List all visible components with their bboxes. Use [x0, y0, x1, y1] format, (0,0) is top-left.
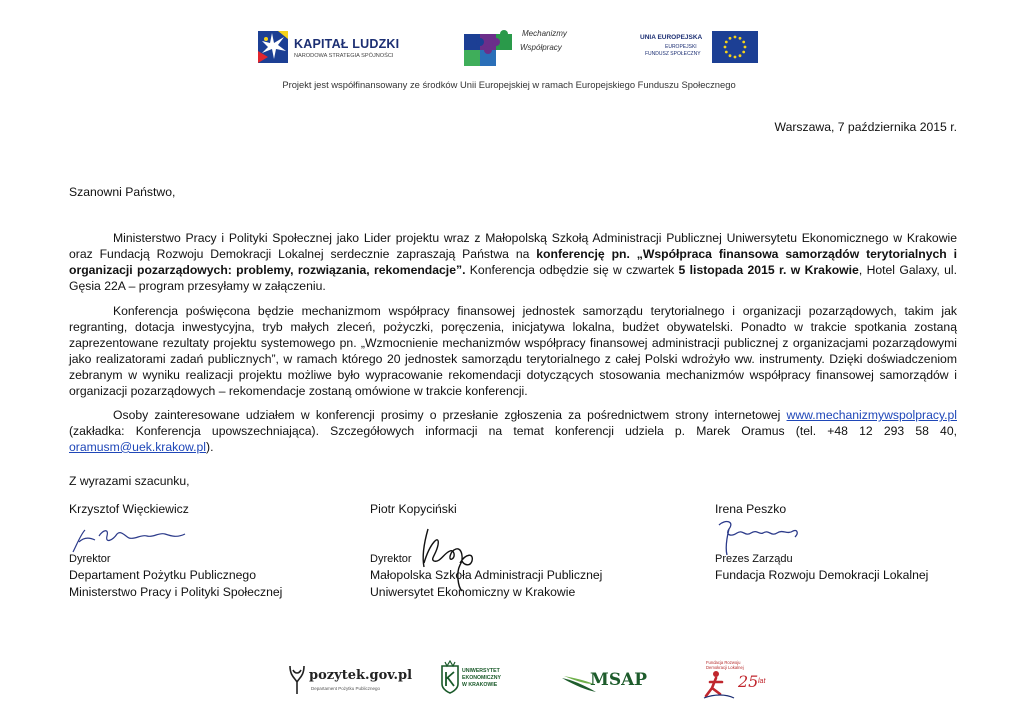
- eu-flag-icon: [712, 31, 758, 63]
- frdl-logo: [700, 660, 775, 700]
- signatory-name: Piotr Kopyciński: [370, 502, 457, 516]
- pozytek-emblem-icon: [287, 662, 307, 696]
- mechanizmy-line2: Współpracy: [520, 43, 562, 52]
- paragraph-invitation: Ministerstwo Pracy i Polityki Społecznej jako Lider projektu wraz z Małopolską Szkołą Administracji Publicznej Uniwersytetu Ekonomicznego w Krakowie oraz Fundacją Rozwoju Demokracji Lokalnej serdecznie zapraszają Państwa na konferencję pn. „Współpraca finansowa samorządów terytorialnych i organizacji pozarządowych: problemy, rozwiązania, rekomendacje”. Konferencja odbędzie się w czwartek 5 listopada 2015 r. w Krakowie, Hotel Galaxy, ul. Gęsia 22A – program przesyłamy w załączeniu.: [69, 231, 958, 293]
- pozytek-text: pozytek.gov.pl: [309, 668, 413, 683]
- signatory-role: Prezes Zarządu: [715, 553, 793, 565]
- pozytek-subtext: Departament Pożytku Publicznego: [311, 686, 381, 691]
- salutation: Szanowni Państwo,: [69, 185, 176, 199]
- signatory-org-line2: Uniwersytet Ekonomiczny w Krakowie: [370, 585, 576, 599]
- ue-fund-line1: EUROPEJSKI: [665, 44, 697, 50]
- frdl-name-line2: Demokracji Lokalnej: [706, 665, 744, 670]
- cofunding-note: Projekt jest współfinansowany ze środków Unii Europejskiej w ramach Europejskiego Funduszu Społecznego: [282, 79, 736, 90]
- signatory-org-line1: Małopolska Szkoła Administracji Publicznej: [370, 568, 603, 582]
- ue-title: UNIA EUROPEJSKA: [640, 34, 703, 41]
- kapital-ludzki-logo: [254, 27, 414, 69]
- uek-line3: W KRAKOWIE: [462, 682, 498, 688]
- msap-text: MSAP: [590, 670, 648, 690]
- signatory-name: Krzysztof Więckiewicz: [69, 502, 189, 516]
- uek-line2: EKONOMICZNY: [462, 675, 501, 681]
- frdl-name-line1: Fundacja Rozwoju: [706, 660, 741, 665]
- letter-date: Warszawa, 7 października 2015 r.: [774, 120, 957, 134]
- unia-europejska-logo: [640, 31, 760, 65]
- frdl-anniversary-number: 25: [738, 672, 759, 691]
- signatory-org-line1: Fundacja Rozwoju Demokracji Lokalnej: [715, 568, 929, 582]
- frdl-anniversary-unit: lat: [758, 678, 766, 685]
- uek-crest-icon: [440, 660, 460, 694]
- frdl-figure-icon: [702, 670, 736, 700]
- signatory-role: Dyrektor: [69, 553, 111, 565]
- ue-fund-line2: FUNDUSZ SPOŁECZNY: [645, 51, 701, 57]
- paragraph-registration: Osoby zainteresowane udziałem w konferencji prosimy o przesłanie zgłoszenia za pośrednictwem strony internetowej www.mechanizmywspolpracy.pl (zakładka: Konferencja upowszechniająca). Szczegółowych informacji na temat konferencji udziela p. Marek Oramus (tel. +48 12 293 58 40, oramusm@uek.krakow.pl).: [69, 408, 957, 454]
- handwritten-signature: [69, 516, 189, 556]
- kapital-ludzki-title: KAPITAŁ LUDZKI: [294, 37, 400, 51]
- email-link[interactable]: oramusm@uek.krakow.pl: [69, 439, 207, 454]
- website-link[interactable]: www.mechanizmywspolpracy.pl: [786, 408, 957, 422]
- mechanizmy-line1: Mechanizmy: [522, 29, 567, 38]
- closing: Z wyrazami szacunku,: [69, 474, 190, 488]
- uek-logo: [440, 660, 520, 696]
- kapital-ludzki-subtitle: NARODOWA STRATEGIA SPÓJNOŚCI: [294, 53, 394, 59]
- msap-logo: [562, 660, 652, 696]
- signatory-role: Dyrektor: [370, 553, 412, 565]
- signatory-name: Irena Peszko: [715, 502, 787, 516]
- kapital-ludzki-emblem-icon: [254, 27, 292, 67]
- signatory-org-line2: Ministerstwo Pracy i Polityki Społecznej: [69, 585, 283, 599]
- signatory-org-line1: Departament Pożytku Publicznego: [69, 568, 256, 582]
- puzzle-icon: [462, 26, 520, 70]
- paragraph-topics: Konferencja poświęcona będzie mechanizmom współpracy finansowej jednostek samorządu terytorialnego i organizacji pozarządowych, takim jak regranting, dotacja inwestycyjna, tryb małych zleceń, pożyczki, poręczenia, inicjatywa lokalna, budżet obywatelski. Ponadto w trakcie spotkania zostaną zaprezentowane rezultaty projektu systemowego pn. „Wzmocnienie mechanizmów współpracy finansowej administracji publicznej z organizacjami pozarządowymi jako realizatorami zadań publicznych”, w ramach którego 20 jednostek samorządu terytorialnego z całej Polski wdrożyło ww. instrumenty. Dzięki doświadczeniom zebranym w wyniku realizacji projektu możliwe było wypracowanie rekomendacji dotyczących stosowania mechanizmów współpracy finansowej samorządów i organizacji pozarządowych – rekomendacje zostaną omówione w trakcie konferencji.: [69, 304, 957, 398]
- mechanizmy-wspolpracy-logo: [462, 26, 577, 70]
- pozytek-logo: [287, 660, 413, 696]
- uek-line1: UNIWERSYTET: [462, 668, 500, 674]
